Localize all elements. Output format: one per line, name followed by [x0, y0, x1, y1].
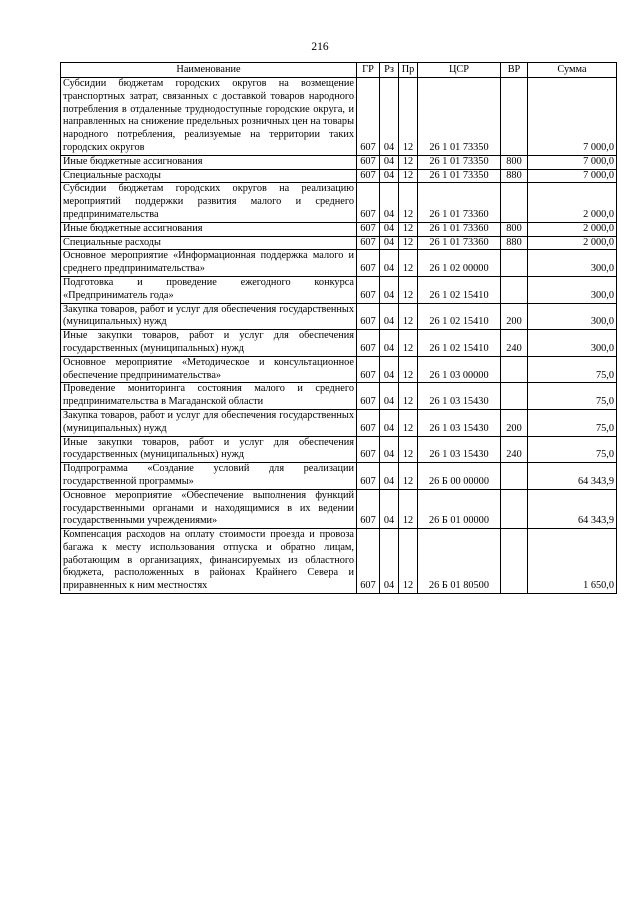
table-row	[61, 303, 617, 330]
row-vr: 200	[501, 303, 528, 330]
row-gr: 607	[357, 236, 380, 250]
row-vr	[501, 529, 528, 594]
row-name: Субсидии бюджетам городских округов на реализацию мероприятий поддержки развития малого и среднего предпринимательства	[61, 183, 357, 222]
row-sum: 300,0	[528, 303, 617, 330]
row-rz: 04	[380, 330, 399, 357]
row-pr: 12	[399, 330, 418, 357]
row-gr: 607	[357, 489, 380, 528]
row-csr: 26 1 01 73360	[418, 236, 501, 250]
row-pr: 12	[399, 222, 418, 236]
row-gr: 607	[357, 78, 380, 156]
row-csr: 26 1 03 15430	[418, 436, 501, 463]
row-rz: 04	[380, 276, 399, 303]
row-vr: 240	[501, 330, 528, 357]
row-sum: 7 000,0	[528, 155, 617, 169]
table-row	[61, 436, 617, 463]
column-header-csr: ЦСР	[418, 63, 501, 78]
row-sum: 1 650,0	[528, 529, 617, 594]
row-csr: 26 1 02 00000	[418, 250, 501, 277]
row-pr: 12	[399, 155, 418, 169]
row-pr: 12	[399, 303, 418, 330]
row-name: Иные закупки товаров, работ и услуг для обеспечения государственных (муниципальных) нужд	[61, 330, 357, 357]
row-vr: 800	[501, 155, 528, 169]
row-csr: 26 1 01 73350	[418, 78, 501, 156]
row-sum: 75,0	[528, 356, 617, 383]
row-gr: 607	[357, 436, 380, 463]
row-sum: 2 000,0	[528, 183, 617, 222]
row-name: Специальные расходы	[61, 236, 357, 250]
table-row	[61, 183, 617, 222]
column-header-name: Наименование	[61, 63, 357, 78]
row-pr: 12	[399, 169, 418, 183]
row-name: Закупка товаров, работ и услуг для обеспечения государственных (муниципальных) нужд	[61, 409, 357, 436]
row-vr: 880	[501, 236, 528, 250]
table-row	[61, 236, 617, 250]
row-sum: 300,0	[528, 330, 617, 357]
row-pr: 12	[399, 236, 418, 250]
row-rz: 04	[380, 303, 399, 330]
row-vr: 240	[501, 436, 528, 463]
row-csr: 26 1 03 15430	[418, 409, 501, 436]
row-name: Подпрограмма «Создание условий для реализации государственной программы»	[61, 463, 357, 490]
row-vr: 200	[501, 409, 528, 436]
row-csr: 26 Б 01 80500	[418, 529, 501, 594]
row-vr	[501, 276, 528, 303]
row-name: Субсидии бюджетам городских округов на возмещение транспортных затрат, связанных с доставкой товаров народного потребления в отдаленные труднодоступные городские округа, и направленных на снижение предельных розничных цен на товары народного потребления, реализуемые на территории таких городских округов	[61, 78, 357, 156]
row-sum: 75,0	[528, 383, 617, 410]
row-pr: 12	[399, 489, 418, 528]
table-row	[61, 463, 617, 490]
row-gr: 607	[357, 330, 380, 357]
row-csr: 26 1 01 73350	[418, 155, 501, 169]
row-csr: 26 1 02 15410	[418, 303, 501, 330]
row-rz: 04	[380, 250, 399, 277]
row-sum: 300,0	[528, 250, 617, 277]
table-row	[61, 222, 617, 236]
row-sum: 64 343,9	[528, 489, 617, 528]
row-gr: 607	[357, 463, 380, 490]
table-row	[61, 250, 617, 277]
row-name: Проведение мониторинга состояния малого и среднего предпринимательства в Магаданской области	[61, 383, 357, 410]
row-name: Специальные расходы	[61, 169, 357, 183]
row-rz: 04	[380, 169, 399, 183]
row-rz: 04	[380, 183, 399, 222]
row-vr	[501, 78, 528, 156]
row-vr	[501, 250, 528, 277]
row-gr: 607	[357, 356, 380, 383]
row-pr: 12	[399, 276, 418, 303]
row-sum: 2 000,0	[528, 236, 617, 250]
row-name: Иные бюджетные ассигнования	[61, 222, 357, 236]
row-rz: 04	[380, 436, 399, 463]
row-pr: 12	[399, 183, 418, 222]
column-header-pr: Пр	[399, 63, 418, 78]
row-csr: 26 1 01 73360	[418, 222, 501, 236]
table-row	[61, 330, 617, 357]
table-row	[61, 356, 617, 383]
column-header-rz: Рз	[380, 63, 399, 78]
table-row	[61, 155, 617, 169]
row-pr: 12	[399, 356, 418, 383]
row-name: Основное мероприятие «Методическое и консультационное обеспечение предпринимательства»	[61, 356, 357, 383]
row-csr: 26 Б 01 00000	[418, 489, 501, 528]
table-row	[61, 169, 617, 183]
table-row	[61, 276, 617, 303]
column-header-sum: Сумма	[528, 63, 617, 78]
row-vr: 880	[501, 169, 528, 183]
row-csr: 26 1 01 73360	[418, 183, 501, 222]
row-rz: 04	[380, 489, 399, 528]
row-vr: 800	[501, 222, 528, 236]
row-name: Компенсация расходов на оплату стоимости проезда и провоза багажа к месту использования отпуска и обратно лицам, работающим в организациях, финансируемых из областного бюджета, расположенных в районах Крайнего Севера и приравненных к ним местностях	[61, 529, 357, 594]
row-rz: 04	[380, 383, 399, 410]
row-rz: 04	[380, 356, 399, 383]
table-row	[61, 489, 617, 528]
row-gr: 607	[357, 183, 380, 222]
row-pr: 12	[399, 250, 418, 277]
row-vr	[501, 489, 528, 528]
row-name: Основное мероприятие «Обеспечение выполнения функций государственными органами и находящимися в их ведении государственными учреждениями»	[61, 489, 357, 528]
row-gr: 607	[357, 409, 380, 436]
row-pr: 12	[399, 436, 418, 463]
row-vr	[501, 356, 528, 383]
row-pr: 12	[399, 529, 418, 594]
row-pr: 12	[399, 463, 418, 490]
row-csr: 26 1 02 15410	[418, 330, 501, 357]
page-number: 216	[311, 41, 329, 53]
row-rz: 04	[380, 222, 399, 236]
row-vr	[501, 463, 528, 490]
row-rz: 04	[380, 529, 399, 594]
row-rz: 04	[380, 236, 399, 250]
row-gr: 607	[357, 222, 380, 236]
table-row	[61, 78, 617, 156]
budget-table	[60, 62, 617, 594]
row-csr: 26 1 03 00000	[418, 356, 501, 383]
row-gr: 607	[357, 169, 380, 183]
row-gr: 607	[357, 250, 380, 277]
table-header-row	[61, 63, 617, 78]
row-pr: 12	[399, 409, 418, 436]
row-sum: 300,0	[528, 276, 617, 303]
row-name: Основное мероприятие «Информационная поддержка малого и среднего предпринимательства»	[61, 250, 357, 277]
row-pr: 12	[399, 383, 418, 410]
row-csr: 26 1 03 15430	[418, 383, 501, 410]
row-gr: 607	[357, 276, 380, 303]
row-name: Закупка товаров, работ и услуг для обеспечения государственных (муниципальных) нужд	[61, 303, 357, 330]
row-csr: 26 1 02 15410	[418, 276, 501, 303]
row-name: Подготовка и проведение ежегодного конкурса «Предприниматель года»	[61, 276, 357, 303]
row-sum: 7 000,0	[528, 169, 617, 183]
row-rz: 04	[380, 409, 399, 436]
row-sum: 75,0	[528, 436, 617, 463]
table-row	[61, 409, 617, 436]
row-vr	[501, 183, 528, 222]
row-pr: 12	[399, 78, 418, 156]
row-sum: 2 000,0	[528, 222, 617, 236]
row-csr: 26 Б 00 00000	[418, 463, 501, 490]
row-rz: 04	[380, 463, 399, 490]
row-gr: 607	[357, 155, 380, 169]
column-header-gr: ГР	[357, 63, 380, 78]
row-sum: 75,0	[528, 409, 617, 436]
row-gr: 607	[357, 529, 380, 594]
column-header-vr: ВР	[501, 63, 528, 78]
row-name: Иные закупки товаров, работ и услуг для обеспечения государственных (муниципальных) нужд	[61, 436, 357, 463]
row-gr: 607	[357, 303, 380, 330]
row-vr	[501, 383, 528, 410]
row-name: Иные бюджетные ассигнования	[61, 155, 357, 169]
row-sum: 64 343,9	[528, 463, 617, 490]
row-sum: 7 000,0	[528, 78, 617, 156]
table-row	[61, 383, 617, 410]
row-gr: 607	[357, 383, 380, 410]
table-row	[61, 529, 617, 594]
row-rz: 04	[380, 155, 399, 169]
row-rz: 04	[380, 78, 399, 156]
row-csr: 26 1 01 73350	[418, 169, 501, 183]
